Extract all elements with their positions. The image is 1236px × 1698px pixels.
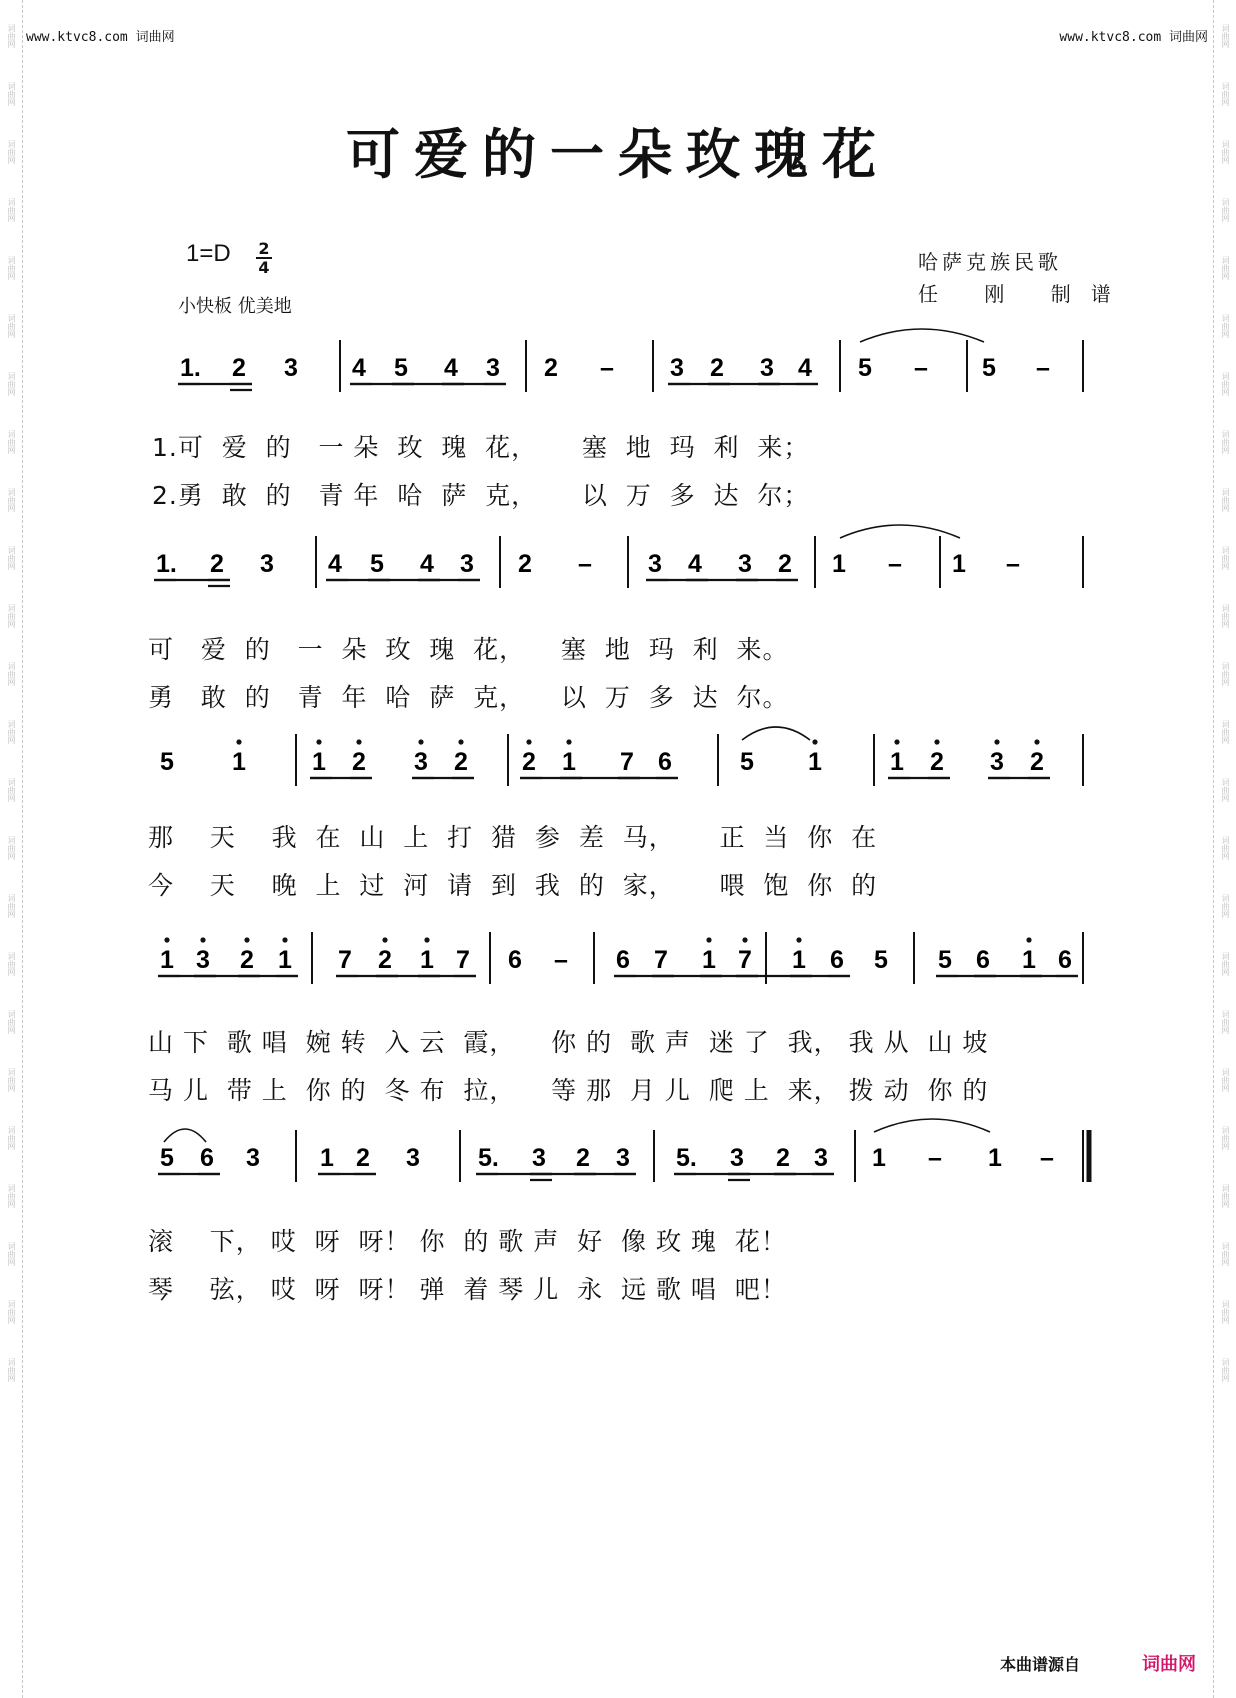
tie-slur (860, 329, 984, 342)
note-4-10: – (554, 946, 568, 974)
note-5-13: 2 (776, 1144, 790, 1172)
lyric-verse2-line4: 马 儿 带 上 你 的 冬 布 拉， 等 那 月 儿 爬 上 来， 拨 动 你 的 (148, 1076, 989, 1105)
watermark-text: 词曲网 (1221, 604, 1230, 628)
note-2-2: 2 (210, 550, 224, 578)
note-5-5: 2 (356, 1144, 370, 1172)
high-octave-dot (236, 739, 241, 744)
high-octave-dot (796, 937, 801, 942)
watermark-text: 词曲网 (7, 662, 16, 686)
lyric-verse1-line4: 山 下 歌 唱 婉 转 入 云 霞， 你 的 歌 声 迷 了 我， 我 从 山 坡 (148, 1028, 989, 1057)
watermark-text: 词曲网 (1221, 1068, 1230, 1092)
high-octave-dot (356, 739, 361, 744)
note-5-7: 5. (478, 1144, 499, 1172)
high-octave-dot (526, 739, 531, 744)
watermark-text: 词曲网 (7, 1126, 16, 1150)
note-2-4: 4 (328, 550, 342, 578)
note-1-11: 2 (710, 354, 724, 382)
arranger-credit: 任 刚 制谱 (918, 282, 1131, 306)
watermark-text: 词曲网 (7, 1068, 16, 1092)
high-octave-dot (382, 937, 387, 942)
watermark-text: 词曲网 (1221, 894, 1230, 918)
lyric-verse1-line3: 那 天 我 在 山 上 打 猎 参 差 马， 正 当 你 在 (148, 823, 878, 852)
watermark-text: 词曲网 (1221, 82, 1230, 106)
watermark-text: 词曲网 (1221, 24, 1230, 48)
note-5-11: 5. (676, 1144, 697, 1172)
high-octave-dot (418, 739, 423, 744)
note-1-15: – (914, 354, 928, 382)
note-4-3: 2 (240, 946, 254, 974)
note-5-4: 1 (320, 1144, 334, 1172)
watermark-text: 词曲网 (1221, 1358, 1230, 1382)
tempo-marking: 小快板 优美地 (178, 296, 292, 317)
high-octave-dot (244, 937, 249, 942)
note-5-14: 3 (814, 1144, 828, 1172)
note-5-1: 5 (160, 1144, 174, 1172)
watermark-text: 词曲网 (1221, 662, 1230, 686)
note-1-14: 5 (858, 354, 872, 382)
watermark-text: 词曲网 (7, 1300, 16, 1324)
watermark-text: 词曲网 (7, 836, 16, 860)
watermark-text: 词曲网 (7, 488, 16, 512)
note-4-8: 7 (456, 946, 470, 974)
note-3-4: 2 (352, 748, 366, 776)
watermark-text: 词曲网 (7, 1358, 16, 1382)
note-4-9: 6 (508, 946, 522, 974)
note-5-6: 3 (406, 1144, 420, 1172)
note-4-4: 1 (278, 946, 292, 974)
watermark-text: 词曲网 (7, 140, 16, 164)
watermark-text: 词曲网 (7, 82, 16, 106)
time-signature-numerator: 2 (256, 240, 272, 259)
watermark-text: 词曲网 (1221, 430, 1230, 454)
note-5-10: 3 (616, 1144, 630, 1172)
watermark-text: 词曲网 (7, 314, 16, 338)
note-2-17: – (1006, 550, 1020, 578)
note-1-16: 5 (982, 354, 996, 382)
note-5-18: – (1040, 1144, 1054, 1172)
watermark-text: 词曲网 (7, 720, 16, 744)
watermark-text: 词曲网 (1221, 1242, 1230, 1266)
watermark-text: 词曲网 (7, 1184, 16, 1208)
watermark-text: 词曲网 (7, 372, 16, 396)
high-octave-dot (994, 739, 999, 744)
note-4-15: 1 (792, 946, 806, 974)
watermark-text: 词曲网 (1221, 778, 1230, 802)
note-3-1: 5 (160, 748, 174, 776)
note-5-9: 2 (576, 1144, 590, 1172)
high-octave-dot (164, 937, 169, 942)
watermark-text: 词曲网 (7, 256, 16, 280)
note-2-16: 1 (952, 550, 966, 578)
note-2-13: 2 (778, 550, 792, 578)
note-2-10: 3 (648, 550, 662, 578)
watermark-text: 词曲网 (1221, 952, 1230, 976)
high-octave-dot (200, 937, 205, 942)
high-octave-dot (894, 739, 899, 744)
note-5-17: 1 (988, 1144, 1002, 1172)
note-1-1: 1. (180, 354, 201, 382)
note-3-10: 6 (658, 748, 672, 776)
high-octave-dot (316, 739, 321, 744)
note-4-19: 6 (976, 946, 990, 974)
note-4-7: 1 (420, 946, 434, 974)
tie-slur (742, 727, 810, 740)
note-5-2: 6 (200, 1144, 214, 1172)
note-1-17: – (1036, 354, 1050, 382)
song-origin: 哈萨克族民歌 (918, 250, 1062, 274)
lyric-verse2-line2: 勇 敢 的 青 年 哈 萨 克， 以 万 多 达 尔。 (148, 683, 789, 712)
high-octave-dot (1034, 739, 1039, 744)
watermark-text: 词曲网 (1221, 1300, 1230, 1324)
site-header-left: www.ktvc8.com 词曲网 (26, 30, 175, 45)
note-3-11: 5 (740, 748, 754, 776)
high-octave-dot (934, 739, 939, 744)
watermark-text: 词曲网 (1221, 836, 1230, 860)
note-3-2: 1 (232, 748, 246, 776)
note-5-8: 3 (532, 1144, 546, 1172)
lyric-verse1-line2: 可 爱 的 一 朵 玫 瑰 花， 塞 地 玛 利 来。 (148, 635, 789, 664)
site-logo: 词曲网 (1142, 1654, 1196, 1675)
tie-slur (164, 1129, 206, 1142)
note-2-1: 1. (156, 550, 177, 578)
note-3-13: 1 (890, 748, 904, 776)
watermark-text: 词曲网 (7, 894, 16, 918)
watermark-text: 词曲网 (1221, 256, 1230, 280)
tie-slur (874, 1119, 990, 1132)
note-1-12: 3 (760, 354, 774, 382)
note-4-2: 3 (196, 946, 210, 974)
note-4-14: 7 (738, 946, 752, 974)
watermark-text: 词曲网 (1221, 314, 1230, 338)
watermark-text: 词曲网 (1221, 1184, 1230, 1208)
note-1-4: 4 (352, 354, 366, 382)
note-5-12: 3 (730, 1144, 744, 1172)
lyric-verse2-line3: 今 天 晚 上 过 河 请 到 我 的 家， 喂 饱 你 的 (148, 871, 878, 900)
note-3-15: 3 (990, 748, 1004, 776)
watermark-text: 词曲网 (7, 198, 16, 222)
note-1-9: – (600, 354, 614, 382)
high-octave-dot (812, 739, 817, 744)
note-4-18: 5 (938, 946, 952, 974)
note-1-5: 5 (394, 354, 408, 382)
high-octave-dot (566, 739, 571, 744)
note-1-7: 3 (486, 354, 500, 382)
watermark-text: 词曲网 (7, 546, 16, 570)
note-1-13: 4 (798, 354, 812, 382)
watermark-text: 词曲网 (7, 778, 16, 802)
note-4-5: 7 (338, 946, 352, 974)
watermark-text: 词曲网 (1221, 140, 1230, 164)
note-2-5: 5 (370, 550, 384, 578)
watermark-text: 词曲网 (7, 952, 16, 976)
note-1-8: 2 (544, 354, 558, 382)
note-3-8: 1 (562, 748, 576, 776)
watermark-text: 词曲网 (1221, 1010, 1230, 1034)
tie-slur (840, 525, 960, 538)
note-4-12: 7 (654, 946, 668, 974)
note-2-3: 3 (260, 550, 274, 578)
note-3-16: 2 (1030, 748, 1044, 776)
watermark-text: 词曲网 (7, 430, 16, 454)
note-3-3: 1 (312, 748, 326, 776)
lyric-verse2-line1: 2.勇 敢 的 青 年 哈 萨 克， 以 万 多 达 尔； (152, 481, 810, 510)
site-header-right: www.ktvc8.com 词曲网 (1059, 30, 1208, 45)
note-5-3: 3 (246, 1144, 260, 1172)
high-octave-dot (458, 739, 463, 744)
note-2-15: – (888, 550, 902, 578)
note-3-14: 2 (930, 748, 944, 776)
high-octave-dot (742, 937, 747, 942)
note-2-6: 4 (420, 550, 434, 578)
note-3-6: 2 (454, 748, 468, 776)
source-label: 本曲谱源自 (1000, 1655, 1081, 1674)
note-4-11: 6 (616, 946, 630, 974)
note-3-7: 2 (522, 748, 536, 776)
note-2-8: 2 (518, 550, 532, 578)
note-4-6: 2 (378, 946, 392, 974)
note-3-9: 7 (620, 748, 634, 776)
high-octave-dot (424, 937, 429, 942)
watermark-text: 词曲网 (1221, 720, 1230, 744)
time-signature-denominator: 4 (258, 258, 270, 277)
high-octave-dot (706, 937, 711, 942)
note-1-3: 3 (284, 354, 298, 382)
note-4-13: 1 (702, 946, 716, 974)
note-2-12: 3 (738, 550, 752, 578)
watermark-text: 词曲网 (7, 1010, 16, 1034)
note-5-16: – (928, 1144, 942, 1172)
watermark-text: 词曲网 (1221, 198, 1230, 222)
note-4-1: 1 (160, 946, 174, 974)
watermark-text: 词曲网 (1221, 1126, 1230, 1150)
note-4-20: 1 (1022, 946, 1036, 974)
song-title: 可爱的一朵玫瑰花 (346, 122, 890, 186)
key-signature: 1=D (186, 240, 231, 267)
note-1-10: 3 (670, 354, 684, 382)
watermark-text: 词曲网 (1221, 488, 1230, 512)
lyric-verse1-line5: 滚 下， 哎 呀 呀！ 你 的 歌 声 好 像 玫 瑰 花！ (148, 1227, 787, 1256)
lyric-verse1-line1: 1.可 爱 的 一 朵 玫 瑰 花， 塞 地 玛 利 来； (152, 433, 810, 462)
note-1-6: 4 (444, 354, 458, 382)
note-5-15: 1 (872, 1144, 886, 1172)
watermark-text: 词曲网 (1221, 546, 1230, 570)
note-2-7: 3 (460, 550, 474, 578)
note-1-2: 2 (232, 354, 246, 382)
note-3-12: 1 (808, 748, 822, 776)
note-2-9: – (578, 550, 592, 578)
note-4-21: 6 (1058, 946, 1072, 974)
watermark-text: 词曲网 (7, 1242, 16, 1266)
note-3-5: 3 (414, 748, 428, 776)
note-4-17: 5 (874, 946, 888, 974)
note-2-14: 1 (832, 550, 846, 578)
high-octave-dot (1026, 937, 1031, 942)
watermark-text: 词曲网 (7, 604, 16, 628)
watermark-text: 词曲网 (7, 24, 16, 48)
note-2-11: 4 (688, 550, 702, 578)
watermark-text: 词曲网 (1221, 372, 1230, 396)
lyric-verse2-line5: 琴 弦， 哎 呀 呀！ 弹 着 琴 儿 永 远 歌 唱 吧！ (148, 1275, 787, 1304)
high-octave-dot (282, 937, 287, 942)
note-4-16: 6 (830, 946, 844, 974)
